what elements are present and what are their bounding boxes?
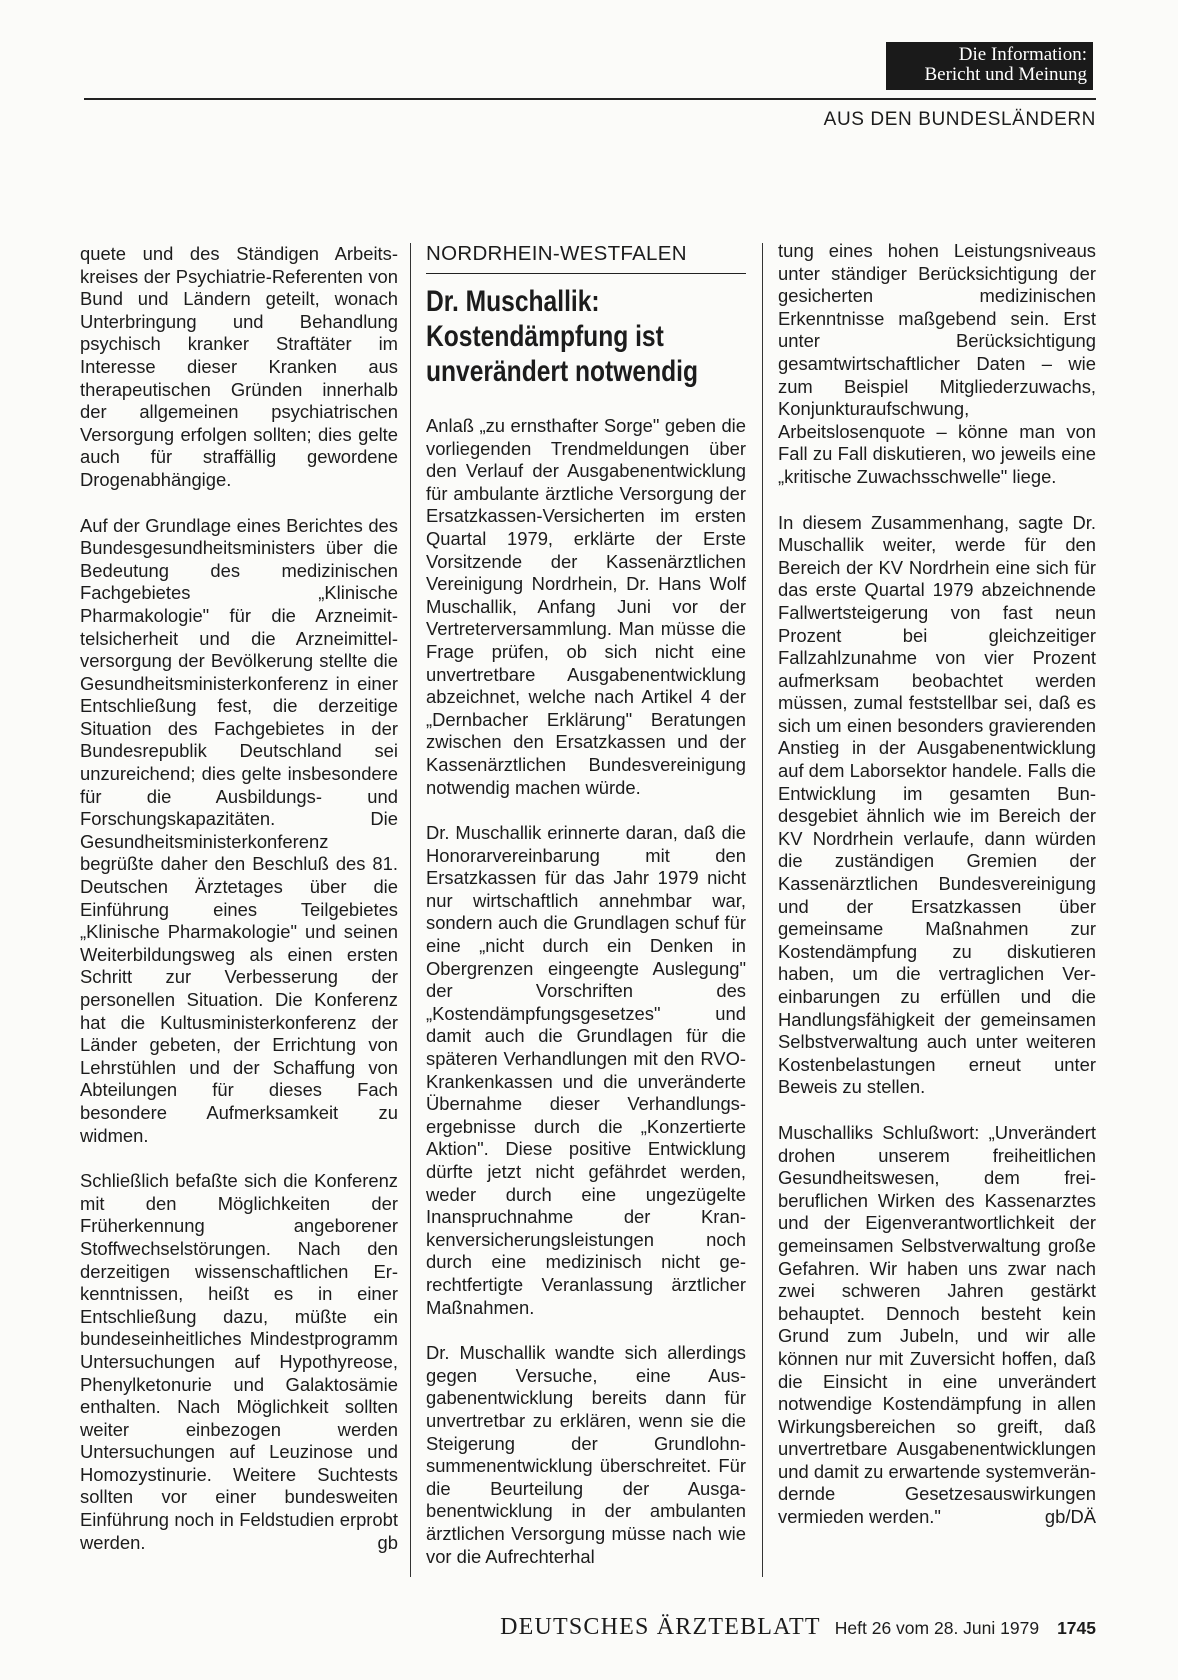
paragraph: Auf der Grundlage eines Berichtes des Bundesgesundheitsministers über die Bedeutung des medizinischen Fachgebietes „Klinische Pharmakologie" für die Arzneimittelsicherheit und die Arzneimittelversorgung der Bevölkerung stellte die Gesundheitsministerkonferenz in einer Entschließung fest, die derzeitige Situation des Fachgebietes in der Bundesrepublik Deutschland sei unzureichend; dies gelte insbesondere für die Ausbildungs- und Forschungskapazitäten. Die Gesundheitsministerkonferenz begrüßte daher den Beschluß des 81. Deutschen Ärztetages über die Einführung eines Teilgebietes „Klinische Pharmakologie" und seinen Weiterbildungsweg als einen ersten Schritt zur Verbesserung der personellen Situation. Die Konferenz hat die Kultusministerkonferenz der Länder gebeten, der Errichtung von Lehrstühlen und der Schaffung von Abteilungen für dieses Fach besondere Aufmerksamkeit zu widmen.	[80, 514, 398, 1146]
column-3	[778, 240, 1096, 1552]
column-1	[80, 243, 398, 1577]
article-headline: Dr. Muschallik: Kostendämpfung ist unverändert notwendig	[426, 285, 698, 388]
paragraph	[778, 1122, 1096, 1529]
rubric-badge	[886, 42, 1093, 90]
paragraph: In diesem Zusammenhang, sagte Dr. Muschallik weiter, werde für den Bereich der KV Nordrhein eine sich für das erste Quartal 1979 abzeichnende Fallwertsteigerung von fast neun Prozent bei gleichzeitiger Fallzahlzunahme von vier Prozent aufmerksam beobachtet werden müssen, zumal feststellbar sei, daß es sich um einen besonders gravierenden Anstieg in der Ausgabenentwicklung auf dem Laborsektor handele. Falls die Entwicklung im gesamten Bundesgebiet ähnlich wie im Bereich der KV Nordrhein verlaufe, dann würden die zuständigen Gremien der Kassenärztlichen Bundesvereinigung und der Ersatzkassen über gemeinsame Maßnahmen zur Kostendämpfung zu diskutieren haben, um die vertraglichen Vereinbarungen zu erfüllen und die Handlungsfähigkeit der gemeinsamen Selbstverwaltung auch unter weiteren Kostenbelastungen erneut unter Beweis zu stellen.	[778, 511, 1096, 1098]
paragraph: tung eines hohen Leistungsniveaus unter ständiger Berücksichtigung der gesicherten medizinischen Erkenntnisse maßgebend sein. Erst unter Berücksichtigung gesamtwirtschaftlicher Daten – wie zum Beispiel Mitgliederzuwachs, Konjunkturaufschwung, Arbeitslosenquote – könne man von Fall zu Fall diskutieren, wo jeweils eine „kritische Zuwachsschwelle" liege.	[778, 240, 1096, 487]
paragraph: Dr. Muschallik erinnerte daran, daß die Honorarvereinbarung mit den Ersatzkassen für das Jahr 1979 nicht nur wirtschaftlich annehmbar war, sondern auch die Grundlagen schuf für eine „nicht durch ein Denken in Obergrenzen eingeengte Auslegung" der Vorschriften des „Kostendämpfungsgesetzes" und damit auch die Grundlagen für die späteren Verhandlungen mit den RVO-Krankenkassen und die unveränderte Übernahme dieser Verhandlungsergebnisse durch die „Konzertierte Aktion". Diese positive Entwicklung dürfte jetzt nicht gefährdet werden, weder durch eine ungezügelte Inanspruchnahme der Krankenversicherungsleistungen noch durch eine medizinisch nicht gerechtfertigte Veranlassung ärztlicher Maßnahmen.	[426, 822, 746, 1318]
rubric-line-1: Die Information:	[958, 44, 1087, 65]
column-divider-2	[762, 243, 763, 1577]
paragraph: quete und des Ständigen Arbeitskreises der Psychiatrie-Referenten von Bund und Ländern geteilt, wonach Unterbringung und Behandlung psychisch kranker Straftäter im Interesse dieser Kranken aus therapeutischen Gründen innerhalb der allgemeinen psychiatrischen Versorgung erfolgen sollten; dies gelte auch für straffällig gewordene Drogenabhängige.	[80, 243, 398, 490]
region-heading: NORDRHEIN-WESTFALEN	[426, 242, 746, 274]
author-signature: gb	[377, 1531, 398, 1553]
issue-info: Heft 26 vom 28. Juni 1979	[834, 1618, 1040, 1638]
page-footer	[462, 1614, 1096, 1641]
rubric-line-2: Bericht und Meinung	[924, 64, 1087, 85]
paragraph: Dr. Muschallik wandte sich allerdings gegen Versuche, eine Ausgabenentwicklung bereits dann für unvertretbar zu erklären, wenn sie die Steigerung der Grundlohnsummenentwicklung überschreitet. Für die Beurteilung der Ausgabenentwicklung in der ambulanten ärztlichen Versorgung müsse nach wie vor die Aufrechterhal	[426, 1342, 746, 1567]
paragraph-text: Schließlich befaßte sich die Konferenz mit den Möglichkeiten der Früherkennung angeborener Stoffwechselstörungen. Nach den derzeitigen wissenschaftlichen Erkenntnissen, heißt es in einer Entschließung dazu, müßte ein bundeseinheitliches Mindestprogramm Untersuchungen auf Hypothyreose, Phenylketonurie und Galaktosämie enthalten. Nach Möglichkeit sollten weiter einbezogen werden Untersuchungen auf Leuzinose und Homozystinurie. Weitere Suchtests sollten vor einer bundesweiten Einführung noch in Feldstudien erprobt werden.	[80, 1170, 398, 1553]
paragraph-text: Muschalliks Schlußwort: „Unverändert drohen unserem freiheitlichen Gesundheitswesen, dem freiberuflichen Wirken des Kassenarztes und der Eigenverantwortlichkeit der gemeinsamen Selbstverwaltung große Gefahren. Wir haben uns zwar nach zwei schweren Jahren gestärkt behauptet. Dennoch besteht kein Grund zum Jubeln, und wir alle können nur mit Zuversicht hoffen, daß die Einsicht in eine unverändert notwendige Kostendämpfung in allen Wirkungsbereichen so greift, daß unvertretbare Ausgabenentwicklungen und damit zu erwartende systemverändernde Gesetzesauswirkungen vermieden werden."	[778, 1121, 1096, 1528]
paragraph	[80, 1170, 398, 1554]
section-title: AUS DEN BUNDESLÄNDERN	[823, 109, 1096, 130]
author-signature: gb/DÄ	[1044, 1506, 1096, 1528]
paragraph: Anlaß „zu ernsthafter Sorge" geben die vorliegenden Trendmeldungen über den Verlauf der Ausgabenentwicklung für ambulante ärztliche Versorgung der Ersatzkassen-Versicherten im ersten Quartal 1979, erklärte der Erste Vorsitzende der Kassenärztlichen Vereinigung Nordrhein, Dr. Hans Wolf Muschallik, Anfang Juni vor der Vertreterversammlung. Man müsse die Frage prüfen, ob sich nicht eine unvertretbare Ausgabenentwicklung abzeichnet, welche nach Artikel 4 der „Dernbacher Erklärung" Beratungen zwischen den Ersatzkassen und der Kassenärztlichen Bundesvereinigung notwendig machen würde.	[426, 415, 746, 798]
header-rule	[84, 98, 1096, 100]
page-number: 1745	[1057, 1618, 1096, 1638]
journal-name: DEUTSCHES ÄRZTEBLATT	[500, 1614, 821, 1640]
column-2	[426, 242, 746, 1591]
column-divider-1	[410, 243, 411, 1577]
